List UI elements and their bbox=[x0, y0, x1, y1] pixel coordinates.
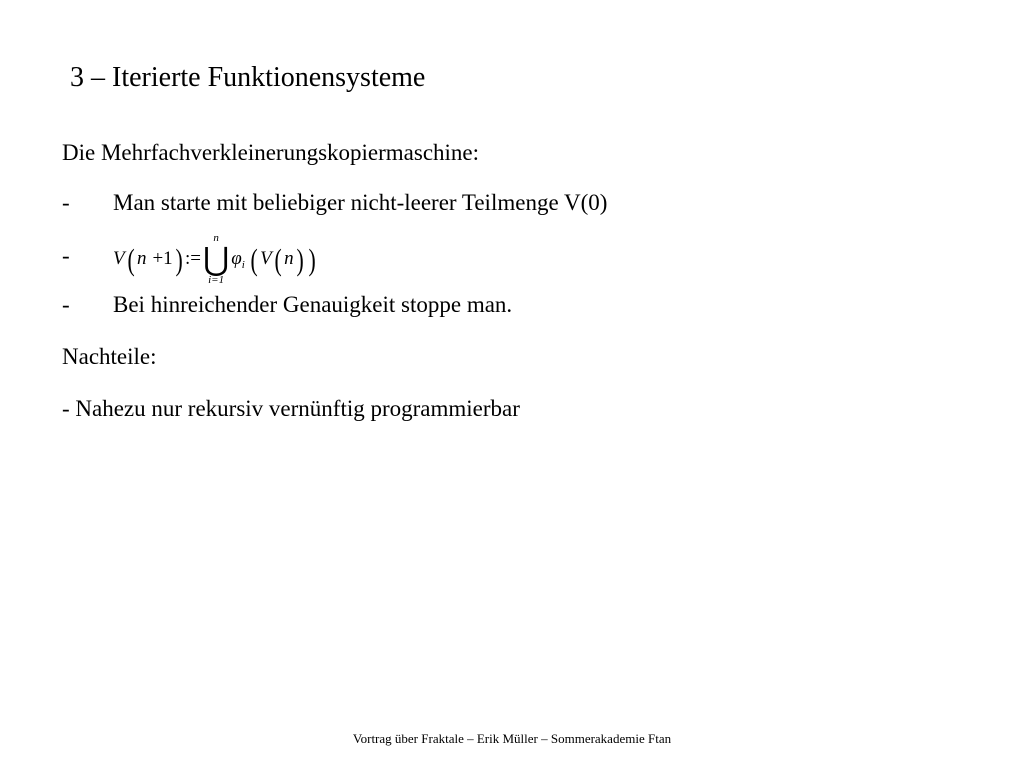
formula-paren: ) bbox=[296, 241, 304, 277]
formula-phi: φ bbox=[231, 248, 242, 269]
slide-title: 3 – Iterierte Funktionensysteme bbox=[70, 62, 426, 93]
formula-paren: ( bbox=[274, 241, 282, 277]
bullet-text-3: Bei hinreichender Genauigkeit stoppe man. bbox=[113, 292, 513, 317]
intro-text: Die Mehrfachverkleinerungskopiermaschine: bbox=[62, 140, 480, 165]
union-lower-limit: i=1 bbox=[208, 274, 225, 286]
bullet-marker-3: - bbox=[62, 292, 70, 317]
formula-paren: ( bbox=[127, 241, 135, 277]
formula-lhs-var: V bbox=[113, 248, 125, 269]
bullet-text-1: Man starte mit beliebiger nicht-leerer Teilmenge V(0) bbox=[113, 190, 608, 215]
formula-rhs-arg: n bbox=[284, 248, 294, 269]
formula-rhs-var: V bbox=[260, 248, 272, 269]
iteration-formula bbox=[113, 228, 318, 290]
bullet-marker-2: - bbox=[62, 243, 70, 268]
formula-paren: ( bbox=[250, 241, 258, 277]
bullet-marker-1: - bbox=[62, 190, 70, 215]
formula-plus: + bbox=[152, 248, 164, 269]
drawbacks-heading: Nachteile: bbox=[62, 344, 157, 369]
union-upper-limit: n bbox=[213, 232, 219, 244]
formula-assign: := bbox=[184, 248, 201, 269]
slide-footer: Vortrag über Fraktale – Erik Müller – Sommerakademie Ftan bbox=[352, 731, 672, 746]
formula-paren: ) bbox=[175, 241, 183, 277]
union-symbol: ⋃ bbox=[202, 241, 230, 277]
formula-phi-index: i bbox=[241, 259, 245, 271]
drawback-item: - Nahezu nur rekursiv vernünftig programmierbar bbox=[62, 396, 520, 421]
formula-paren: ) bbox=[308, 241, 316, 277]
union-operator bbox=[203, 232, 229, 286]
formula-lhs-arg: n bbox=[136, 248, 147, 269]
formula-one: 1 bbox=[163, 248, 173, 269]
